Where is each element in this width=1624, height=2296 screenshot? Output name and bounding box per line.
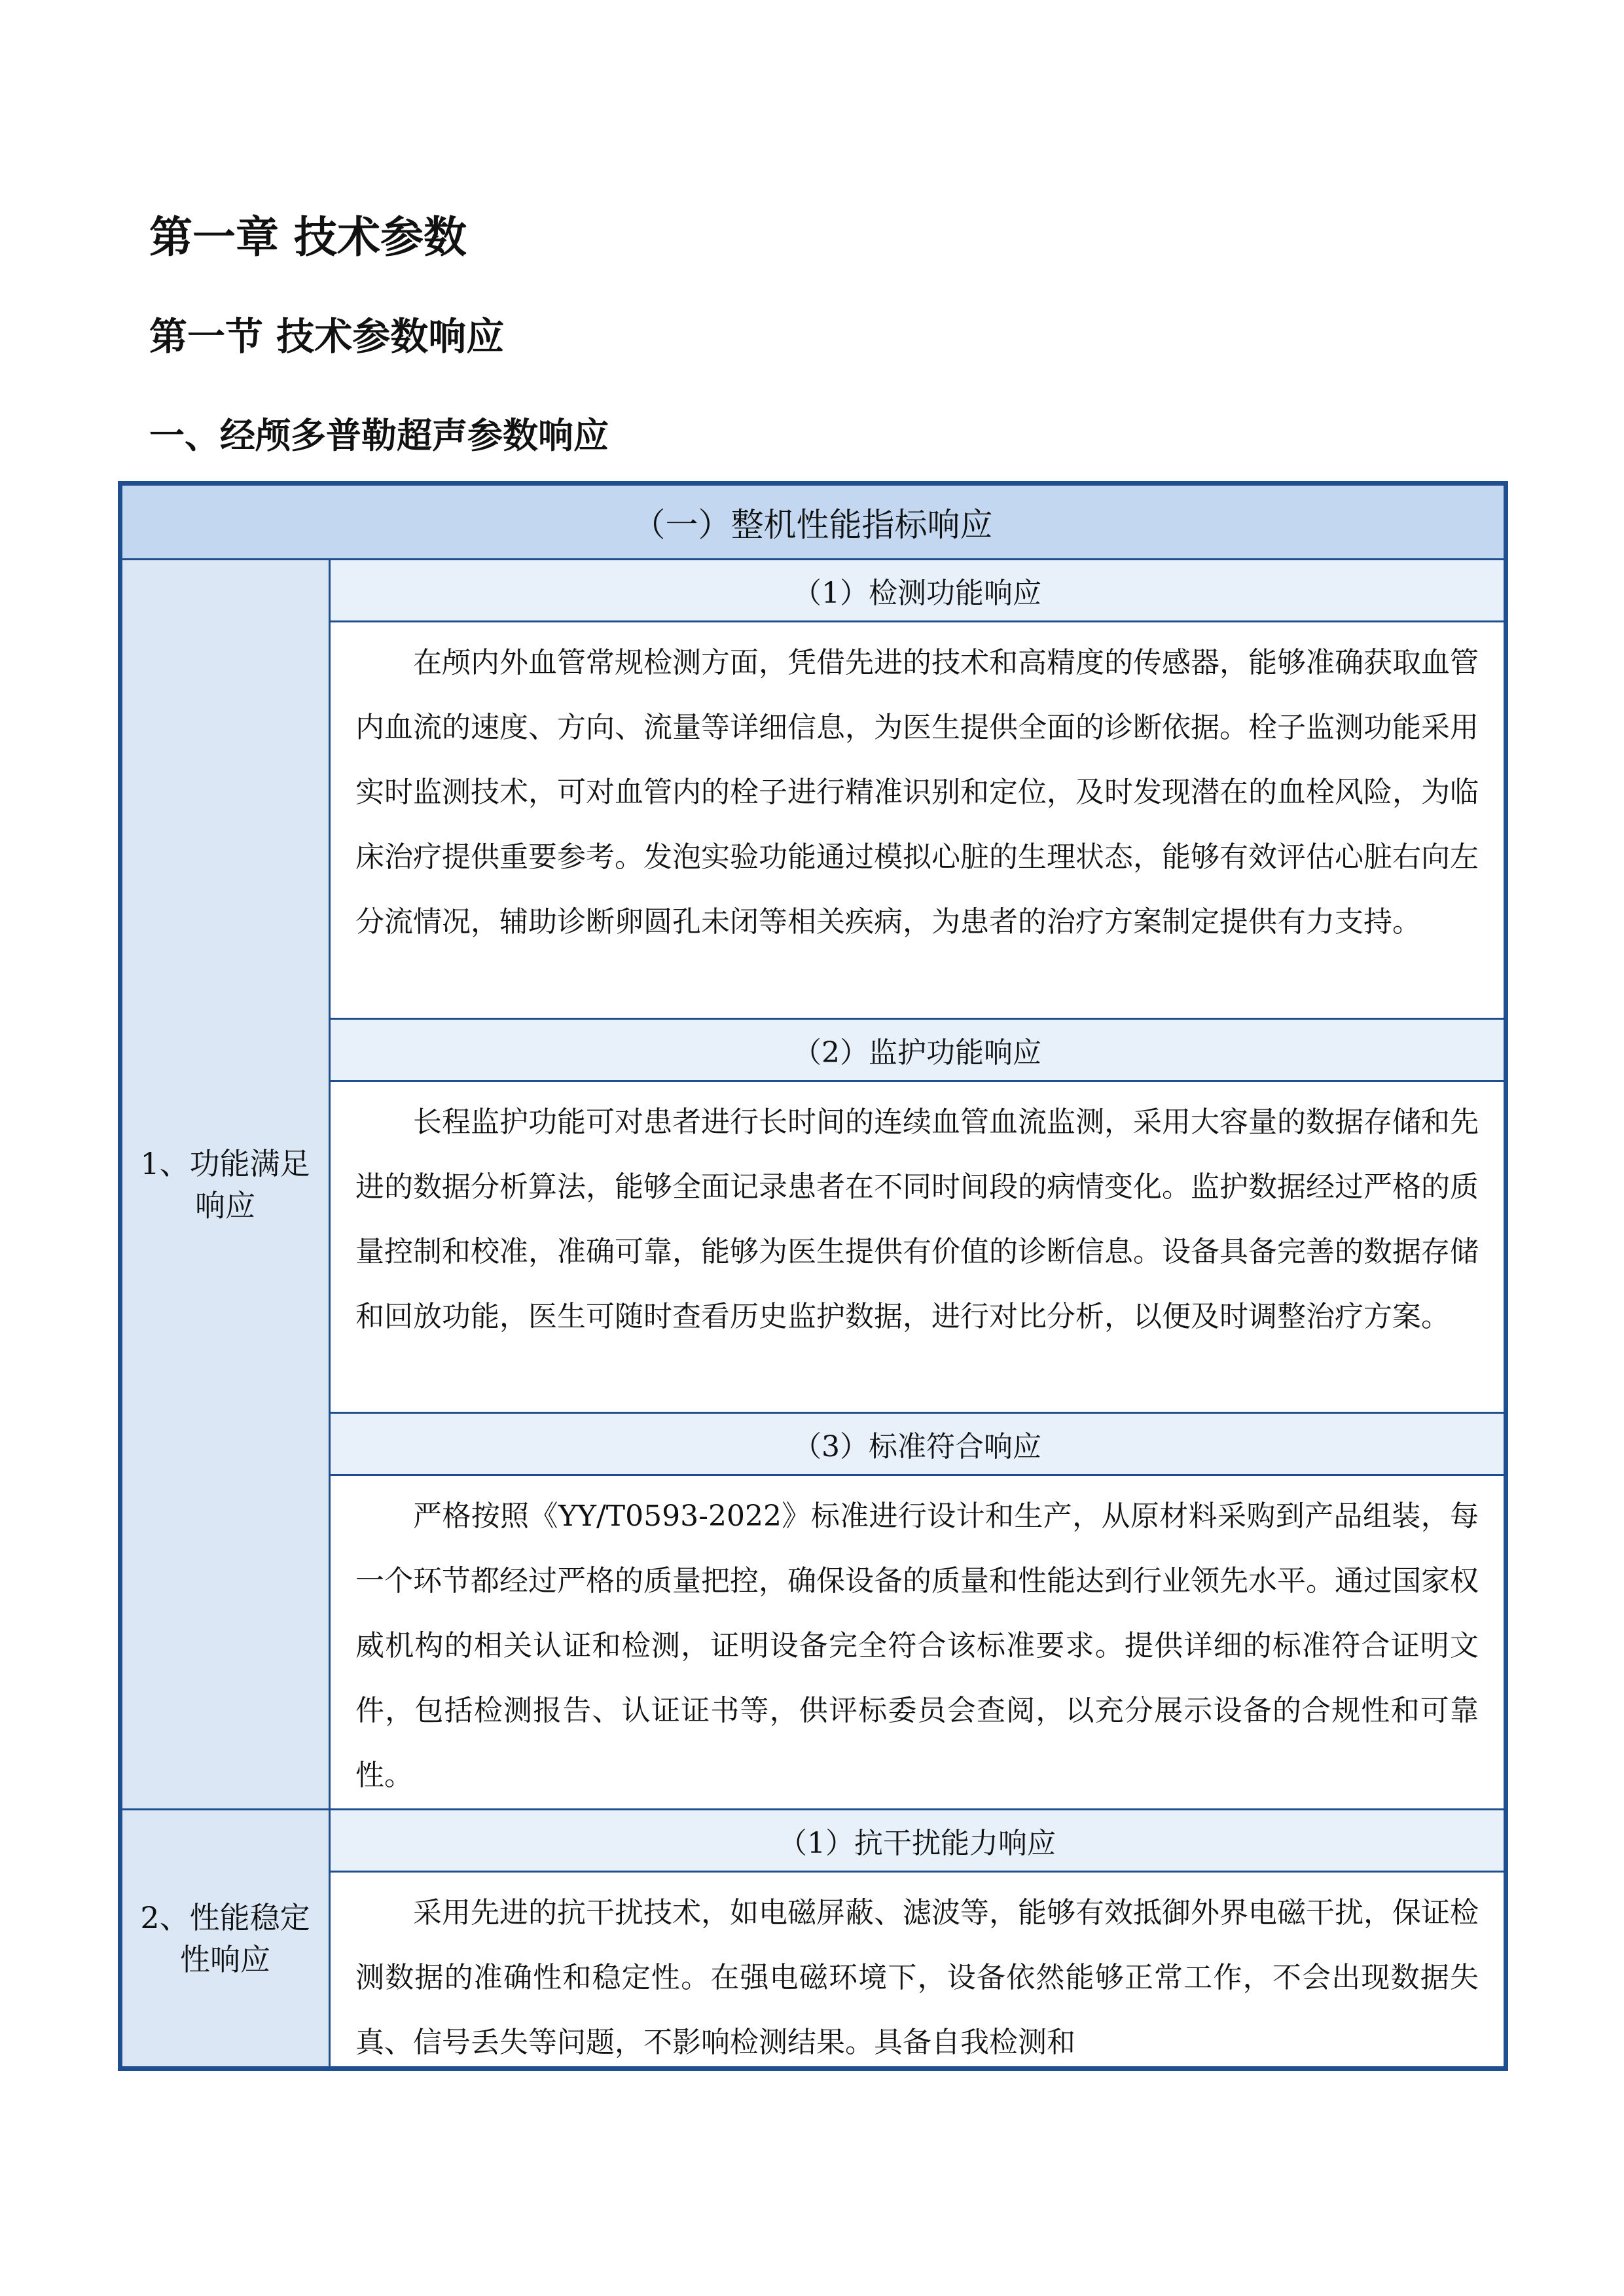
subsection-heading: 一、经颅多普勒超声参数响应 [149, 415, 609, 456]
table-outer-border [118, 481, 1508, 2071]
section-heading: 第一节 技术参数响应 [149, 314, 505, 359]
item-body-text: 在颅内外血管常规检测方面，凭借先进的技术和高精度的传感器，能够准确获取血管内血流的速度、方向、流量等详细信息，为医生提供全面的诊断依据。栓子监测功能采用实时监测技术，可对血管内的栓子进行精准识别和定位，及时发现潜在的血栓风险，为临床治疗提供重要参考。发泡实验功能通过模拟心脏的生理状态，能够有效评估心脏右向左分流情况，辅助诊断卵圆孔未闭等相关疾病，为患者的治疗方案制定提供有力支持。 [355, 646, 1479, 939]
chapter-heading: 第一章 技术参数 [149, 212, 467, 262]
group-label-text: 2、性能稳定性响应 [140, 1899, 310, 1977]
item-body-text: 长程监护功能可对患者进行长时间的连续血管血流监测，采用大容量的数据存储和先进的数据分析算法，能够全面记录患者在不同时间段的病情变化。监护数据经过严格的质量控制和校准，准确可靠，能够为医生提供有价值的诊断信息。设备具备完善的数据存储和回放功能，医生可随时查看历史监护数据，进行对比分析，以便及时调整治疗方案。 [355, 1105, 1479, 1333]
item-body-text: 严格按照《YY/T0593-2022》标准进行设计和生产，从原材料采购到产品组装，每一个环节都经过严格的质量把控，确保设备的质量和性能达到行业领先水平。通过国家权威机构的相关认证和检测，证明设备完全符合该标准要求。提供详细的标准符合证明文件，包括检测报告、认证证书等，供评标委员会查阅，以充分展示设备的合规性和可靠性。 [355, 1499, 1479, 1792]
group-label-text: 1、功能满足响应 [140, 1145, 310, 1223]
item-heading-text: （1）抗干扰能力响应 [778, 1827, 1056, 1860]
item-heading-text: （2）监护功能响应 [793, 1036, 1041, 1069]
item-heading-text: （3）标准符合响应 [793, 1430, 1041, 1463]
item-body-text: 采用先进的抗干扰技术，如电磁屏蔽、滤波等，能够有效抵御外界电磁干扰，保证检测数据的准确性和稳定性。在强电磁环境下，设备依然能够正常工作，不会出现数据失真、信号丢失等问题，不影响检测结果。具备自我检测和 [355, 1896, 1479, 2059]
table-title-text: （一）整机性能指标响应 [632, 505, 993, 544]
item-heading-text: （1）检测功能响应 [793, 577, 1041, 610]
